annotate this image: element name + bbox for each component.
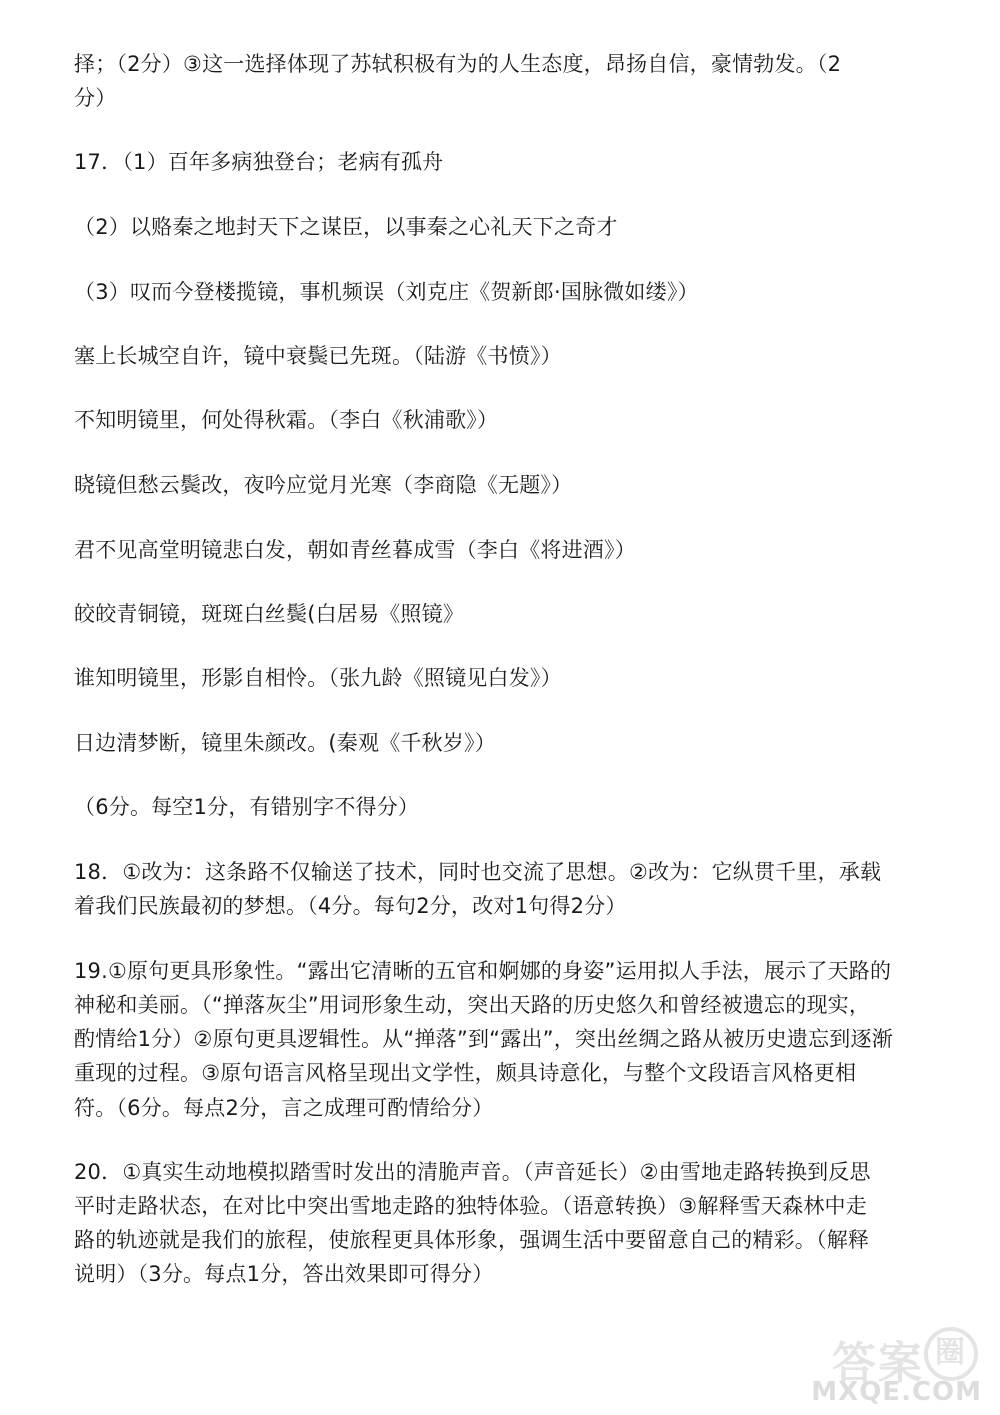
text-line-5: （3）叹而今登楼揽镜，事机频误（刘克庄《贺新郎·国脉微如缕》） (74, 280, 699, 304)
text-line-7: 不知明镜里，何处得秋霜。（李白《秋浦歌》） (74, 408, 499, 432)
text-line-1: 择；（2分）③这一选择体现了苏轼积极有为的人生态度，昂扬自信，豪情勃发。（2 (74, 52, 842, 76)
text-line-4: （2）以赂秦之地封天下之谋臣，以事秦之心礼天下之奇才 (74, 215, 618, 239)
watermark-text: MXQE.COM (811, 1377, 982, 1407)
text-line-21: 20．①真实生动地模拟踏雪时发出的清脆声音。（声音延长）②由雪地走路转换到反思 (74, 1160, 871, 1184)
text-line-19: 重现的过程。③原句语言风格呈现出文学性，颇具诗意化，与整个文段语言风格更相 (74, 1061, 857, 1085)
text-line-23: 路的轨迹就是我们的旅程，使旅程更具体形象，强调生活中要留意自己的精彩。（解释 (74, 1228, 870, 1252)
watermark-circle-glyph: 圈 (924, 1327, 978, 1381)
text-line-6: 塞上长城空自许，镜中衰鬓已先斑。（陆游《书愤》） (74, 344, 562, 368)
text-line-18: 酌情给1分）②原句更具逻辑性。从“掸落”到“露出”，突出丝绸之路从被历史遗忘到逐渐 (74, 1027, 893, 1051)
text-line-13: （6分。每空1分，有错别字不得分） (74, 795, 420, 819)
text-line-24: 说明）（3分。每点1分，答出效果即可得分） (74, 1262, 494, 1286)
text-line-12: 日边清梦断，镜里朱颜改。(秦观《千秋岁》） (74, 731, 496, 755)
text-line-20: 符。（6分。每点2分，言之成理可酌情给分） (74, 1096, 494, 1120)
watermark-logo (812, 1327, 982, 1407)
text-line-9: 君不见高堂明镜悲白发，朝如青丝暮成雪（李白《将进酒》） (74, 538, 636, 562)
text-line-8: 晓镜但愁云鬓改，夜吟应觉月光寒（李商隐《无题》） (74, 473, 573, 497)
text-line-16: 19.①原句更具形象性。“露出它清晰的五官和婀娜的身姿”运用拟人手法，展示了天路的 (74, 959, 892, 983)
text-line-22: 平时走路状态，在对比中突出雪地走路的独特体验。（语意转换）③解释雪天森林中走 (74, 1194, 867, 1218)
text-line-2: 分） (74, 86, 117, 110)
text-line-3: 17．（1）百年多病独登台；老病有孤舟 (74, 150, 444, 174)
watermark-glyphs: 答案 圈 (832, 1327, 978, 1391)
text-line-15: 着我们民族最初的梦想。（4分。每句2分，改对1句得2分） (74, 894, 627, 918)
text-line-10: 皎皎青铜镜，斑斑白丝鬓(白居易《照镜》 (74, 602, 464, 626)
text-line-14: 18．①改为：这条路不仅输送了技术，同时也交流了思想。②改为：它纵贯千里，承载 (74, 860, 882, 884)
text-line-11: 谁知明镜里，形影自相怜。（张九龄《照镜见白发》） (74, 666, 562, 690)
text-line-17: 神秘和美丽。（“掸落灰尘”用词形象生动，突出天路的历史悠久和曾经被遗忘的现实， (74, 993, 871, 1017)
